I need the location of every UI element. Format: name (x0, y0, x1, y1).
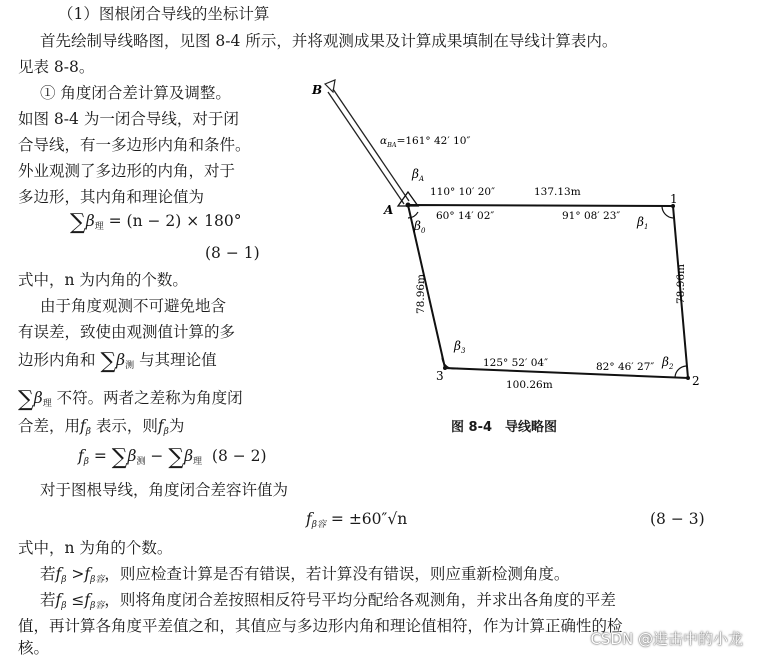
section-title: （1）图根闭合导线的坐标计算 (58, 5, 270, 23)
side-23-label: 100.26m (506, 379, 553, 391)
para-line: 式中，n 为角的个数。 (18, 539, 173, 557)
intro-line-2: 见表 8-8。 (18, 58, 95, 76)
point-1-label: 1 (670, 192, 678, 206)
rule-line-2: 若$f_\beta \le f_{\beta 容}$，则将角度闭合差按照相反符号平均分配给各观测角，并求出各角度的平差 (40, 591, 616, 611)
beta-A-label: $\beta_A$ (412, 167, 424, 183)
para-line: 有误差，致使由观测值计算的多 (18, 323, 236, 341)
intro-line-1: 首先绘制导线略图，见图 8-4 所示，并将观测成果及计算成果填制在导线计算表内。 (40, 32, 618, 50)
para-line: 合导线，有一多边形内角和条件。 (18, 136, 251, 154)
para-line: $\sum\beta_理$ 不符。两者之差称为角度闭 (18, 387, 243, 412)
watermark: CSDN @进击中的小龙 (590, 630, 743, 648)
step-heading: ① 角度闭合差计算及调整。 (40, 84, 231, 102)
side-3A-label: 78.96m (415, 273, 427, 314)
azimuth-label: $\alpha_{BA}=161^\circ$ 42′ 10″ (380, 135, 471, 149)
beta-3-label: $\beta_3$ (454, 339, 466, 355)
traverse-diagram (300, 78, 730, 408)
para-line: 多边形，其内角和理论值为 (18, 188, 205, 206)
angle-BA-value: 110° 10′ 20″ (430, 186, 495, 198)
para-line: 外业观测了多边形的内角，对于 (18, 162, 236, 180)
para-line: 边形内角和 $\sum\beta_测$ 与其理论值 (18, 349, 217, 374)
beta-2-label: $\beta_2$ (662, 355, 674, 371)
point-2-label: 2 (692, 374, 700, 388)
angle-A-value: 60° 14′ 02″ (436, 210, 495, 222)
para-line: 对于图根导线，角度闭合差容许值为 (40, 481, 289, 499)
para-line: 由于角度观测不可避免地含 (40, 297, 227, 315)
beta-0-label: $\beta_0$ (414, 219, 426, 235)
point-3-label: 3 (436, 369, 444, 383)
angle-3-value: 125° 52′ 04″ (483, 357, 548, 369)
angle-2-value: 82° 46′ 27″ (596, 361, 655, 373)
rule-line-4: 核。 (18, 639, 50, 657)
equation-8-2: $f_\beta = \sum\beta_测 - \sum\beta_理$ (8 − 2) (78, 445, 267, 470)
beta-1-label: $\beta_1$ (637, 215, 649, 231)
figure-caption: 图 8-4 导线略图 (451, 420, 558, 435)
arrow-head (325, 80, 335, 92)
para-line: 如图 8-4 为一闭合导线，对于闭 (18, 110, 239, 128)
equation-8-1: $\sum\beta_理 = (n - 2) \times 180^\circ$ (70, 210, 242, 235)
point-A-label: A (384, 203, 394, 217)
para-line: 合差，用$f_\beta$ 表示，则$f_\beta$为 (18, 417, 185, 437)
para-line: 式中，n 为内角的个数。 (18, 271, 188, 289)
equation-number: (8 − 1) (205, 244, 260, 262)
equation-8-3: $f_{\beta 容} = \pm 60''√n$ (306, 510, 408, 530)
angle-arc-2 (675, 366, 686, 377)
equation-number: (8 − 3) (650, 510, 705, 528)
angle-1-value: 91° 08′ 23″ (562, 210, 621, 222)
rule-line-1: 若$f_\beta >f_{\beta 容}$，则应检查计算是否有错误，若计算没有错误，则应重新检测角度。 (40, 565, 570, 585)
rule-line-3: 值，再计算各角度平差值之和，其值应与多边形内角和理论值相符，作为计算正确性的检 (18, 617, 623, 635)
side-A1-label: 137.13m (534, 186, 581, 198)
side-12-label: 78.96m (675, 263, 687, 304)
angle-arc-1 (662, 206, 673, 218)
point-B-label: B (312, 83, 323, 97)
